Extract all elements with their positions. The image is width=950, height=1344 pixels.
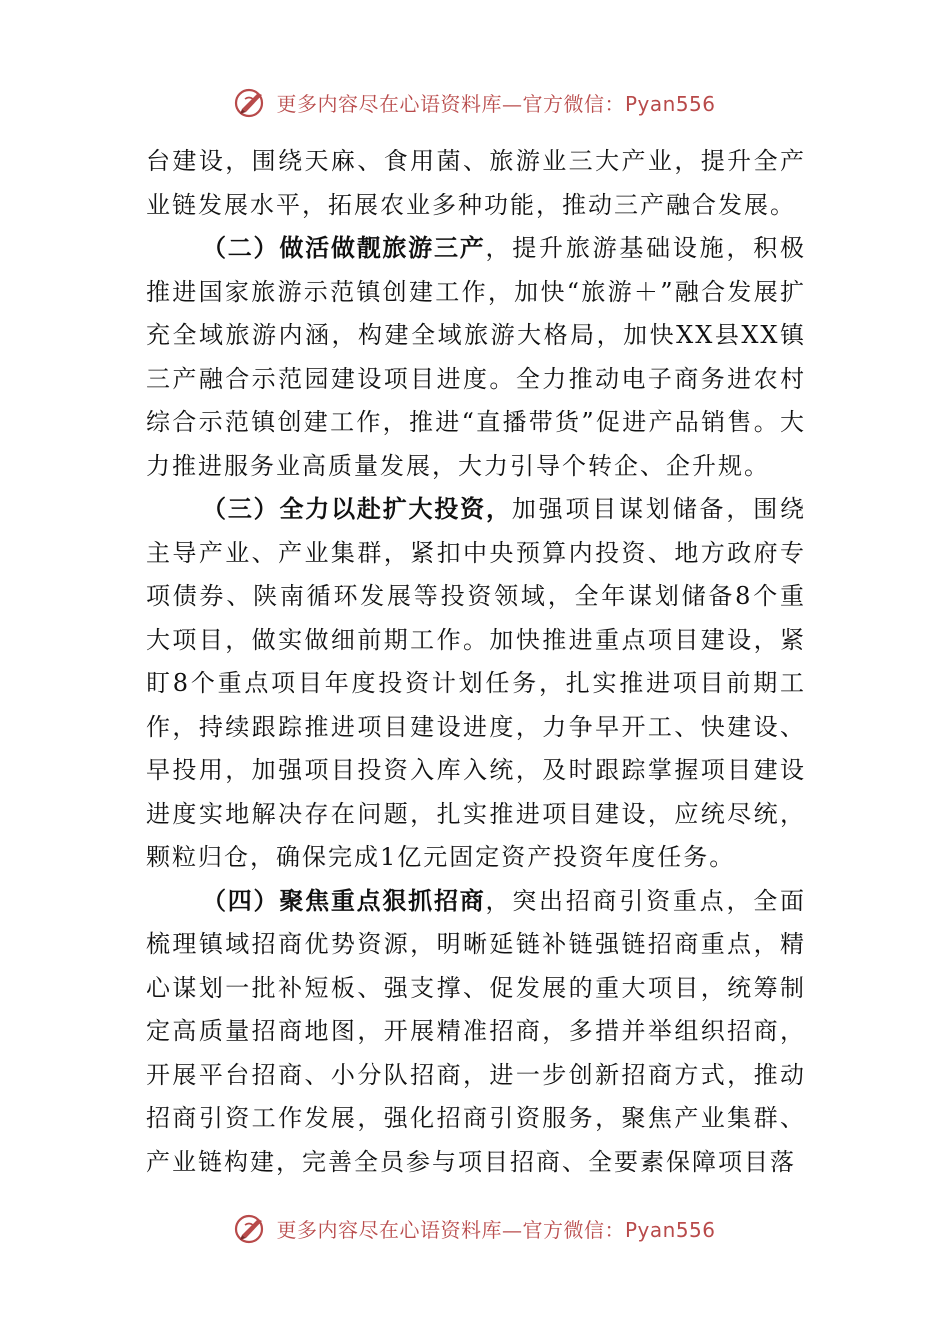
paragraph-3 — [146, 488, 806, 880]
footer-banner-text — [276, 1214, 715, 1243]
header-banner — [0, 82, 950, 122]
paragraph-2 — [146, 227, 806, 488]
paragraph-4 — [146, 880, 806, 1185]
pen-circle-logo-icon — [234, 85, 268, 119]
footer-banner — [0, 1208, 950, 1248]
paragraph-1-text: 台建设，围绕天麻、食用菌、旅游业三大产业，提升全产业链发展水平，拓展农业多种功能，推动三产融合发展。 — [146, 147, 806, 219]
paragraph-4-text: ，突出招商引资重点，全面梳理镇域招商优势资源，明晰延链补链强链招商重点，精心谋划一批补短板、强支撑、促发展的重大项目，统筹制定高质量招商地图，开展精准招商，多措并举组织招商，开展平台招商、小分队招商，进一步创新招商方式，推动招商引资工作发展，强化招商引资服务，聚焦产业集群、产业链构建，完善全员参与项目招商、全要素保障项目落 — [146, 886, 806, 1176]
paragraph-3-heading: （三）全力以赴扩大投资， — [202, 495, 512, 523]
paragraph-3-text: 加强项目谋划储备，围绕主导产业、产业集群，紧扣中央预算内投资、地方政府专项债券、陕南循环发展等投资领域，全年谋划储备8个重大项目，做实做细前期工作。加快推进重点项目建设，紧盯8个重点项目年度投资计划任务，扎实推进项目前期工作，持续跟踪推进项目建设进度，力争早开工、快建设、早投用，加强项目投资入库入统，及时跟踪掌握项目建设进度实地解决存在问题，扎实推进项目建设，应统尽统，颗粒归仓，确保完成1亿元固定资产投资年度任务。 — [146, 495, 807, 871]
paragraph-1 — [146, 140, 806, 227]
pen-circle-logo-icon — [234, 1211, 268, 1245]
footer-banner-label: 更多内容尽在心语资料库—官方微信： — [276, 1217, 625, 1242]
footer-banner-account: Pyan556 — [624, 1217, 716, 1242]
document-body — [146, 140, 806, 1184]
paragraph-4-heading: （四）聚焦重点狠抓招商 — [202, 886, 486, 915]
header-banner-text — [276, 88, 715, 117]
paragraph-2-text: ，提升旅游基础设施，积极推进国家旅游示范镇创建工作，加快“旅游＋”融合发展扩充全域旅游内涵，构建全域旅游大格局，加快XX县XX镇三产融合示范园建设项目进度。全力推动电子商务进农村综合示范镇创建工作，推进“直播带货”促进产品销售。大力推进服务业高质量发展，大力引导个转企、企升规。 — [146, 234, 806, 480]
paragraph-2-heading: （二）做活做靓旅游三产 — [202, 234, 486, 262]
header-banner-label: 更多内容尽在心语资料库—官方微信： — [276, 91, 625, 116]
header-banner-account: Pyan556 — [624, 91, 716, 116]
